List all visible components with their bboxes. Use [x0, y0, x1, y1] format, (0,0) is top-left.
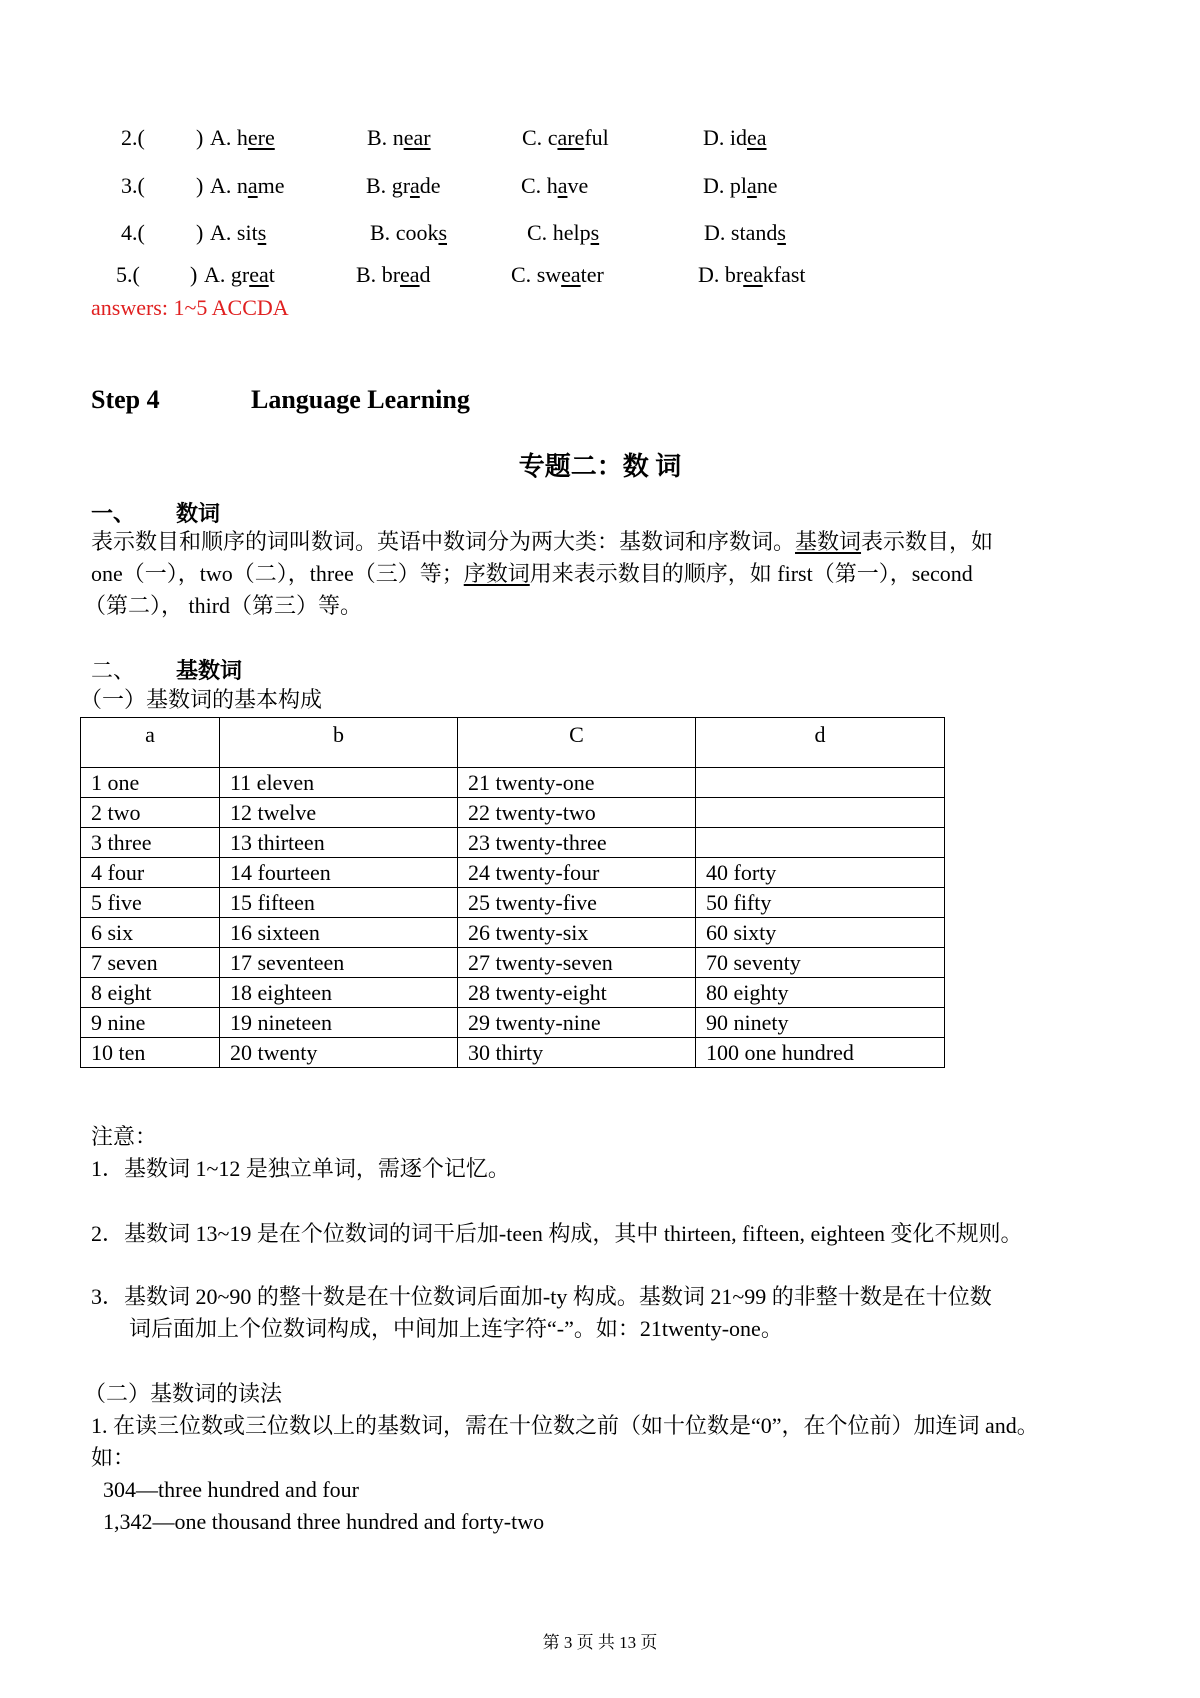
question-blank-close: ) [196, 220, 204, 245]
option-text: kfast [762, 262, 806, 287]
question-option [210, 125, 275, 151]
option-text: D. [703, 173, 730, 198]
question-blank-close: ) [190, 262, 198, 287]
option-text: cook [395, 220, 439, 245]
option-text: t [268, 262, 275, 287]
underlined-letters: ea [747, 125, 767, 150]
option-text: n [236, 173, 248, 198]
option-text: D. [703, 125, 730, 150]
option-text: n [392, 125, 404, 150]
option-text: h [236, 125, 248, 150]
question-option [366, 173, 441, 199]
table-header-cell: a [81, 718, 220, 768]
notes-title: 注意： [91, 1124, 158, 1149]
option-text: c [547, 125, 558, 150]
option-text: help [552, 220, 591, 245]
table-cell: 4 four [81, 858, 220, 888]
option-text: stand [730, 220, 778, 245]
table-cell: 8 eight [81, 978, 220, 1008]
table-cell: 3 three [81, 828, 220, 858]
table-cell: 80 eighty [696, 978, 945, 1008]
table-cell: 9 nine [81, 1008, 220, 1038]
table-cell: 90 ninety [696, 1008, 945, 1038]
reading-example-2: 1,342—one thousand three hundred and forty-two [103, 1509, 545, 1534]
table-header-cell: b [220, 718, 458, 768]
table-row [81, 828, 945, 858]
question-blank-close: ) [196, 125, 204, 150]
underlined-letters: s [590, 220, 600, 245]
table-row [81, 948, 945, 978]
option-text: me [257, 173, 285, 198]
table-cell: 10 ten [81, 1038, 220, 1068]
table-cell: 14 fourteen [220, 858, 458, 888]
option-text: B. [367, 125, 393, 150]
question-number: 4.( [121, 220, 145, 245]
underlined-letters: a [557, 173, 568, 198]
note-2: 2．基数词 13~19 是在个位数词的词干后加-teen 构成，其中 thirteen, fifteen, eighteen 变化不规则。 [91, 1221, 1023, 1246]
question-option [210, 173, 285, 199]
table-cell: 28 twenty-eight [458, 978, 696, 1008]
option-text: ne [756, 173, 778, 198]
option-text: A. [204, 262, 231, 287]
table-header-cell: C [458, 718, 696, 768]
option-text: ter [580, 262, 604, 287]
table-cell: 30 thirty [458, 1038, 696, 1068]
underlined-letters: ea [743, 262, 763, 287]
table-header-row [81, 718, 945, 768]
table-cell: 15 fifteen [220, 888, 458, 918]
table-cell: 24 twenty-four [458, 858, 696, 888]
question-option [511, 262, 604, 288]
question-option [703, 125, 767, 151]
table-cell: 21 twenty-one [458, 768, 696, 798]
table-row [81, 798, 945, 828]
section1-paragraph-line2: one（一），two（二），three（三）等；序数词用来表示数目的顺序，如 first（第一），second [91, 561, 973, 586]
question-option [356, 262, 431, 288]
cardinal-numbers-table [80, 717, 945, 1068]
page-footer: 第 3 页 共 13 页 [542, 1633, 658, 1652]
table-cell: 40 forty [696, 858, 945, 888]
table-row [81, 768, 945, 798]
reading-subheading: （二）基数词的读法 [84, 1381, 283, 1406]
question-option [521, 173, 588, 199]
table-row [81, 1008, 945, 1038]
table-cell: 13 thirteen [220, 828, 458, 858]
option-text: C. [511, 262, 537, 287]
table-cell: 22 twenty-two [458, 798, 696, 828]
option-text: sw [536, 262, 562, 287]
underlined-letters: ear [403, 125, 431, 150]
reading-example-1: 304—three hundred and four [103, 1477, 359, 1502]
question-blank-close: ) [196, 173, 204, 198]
table-cell: 2 two [81, 798, 220, 828]
underlined-letters: ea [400, 262, 420, 287]
option-text: A. [210, 125, 237, 150]
option-text: A. [210, 220, 237, 245]
question-option [367, 125, 431, 151]
question-number: 3.( [121, 173, 145, 198]
option-text: de [419, 173, 441, 198]
table-row [81, 858, 945, 888]
underlined-letters: ea [249, 262, 269, 287]
table-cell: 7 seven [81, 948, 220, 978]
option-text: gr [391, 173, 411, 198]
underlined-letters: ere [247, 125, 275, 150]
section2-title: 基数词 [176, 658, 243, 683]
option-text: B. [366, 173, 392, 198]
option-text: sit [236, 220, 258, 245]
table-cell: 5 five [81, 888, 220, 918]
question-option [210, 220, 266, 246]
table-cell: 26 twenty-six [458, 918, 696, 948]
step-label: Step 4 [91, 385, 160, 414]
option-text: gr [230, 262, 250, 287]
option-text: B. [370, 220, 396, 245]
section1-number: 一、 [91, 501, 136, 526]
table-cell: 6 six [81, 918, 220, 948]
table-cell: 25 twenty-five [458, 888, 696, 918]
table-cell: 60 sixty [696, 918, 945, 948]
note-1: 1．基数词 1~12 是独立单词，需逐个记忆。 [91, 1156, 510, 1181]
table-cell: 29 twenty-nine [458, 1008, 696, 1038]
section1-paragraph-line1: 表示数目和顺序的词叫数词。英语中数词分为两大类：基数词和序数词。基数词表示数目，如 [91, 529, 994, 554]
section1-paragraph-line3: （第二）， third（第三）等。 [84, 593, 363, 618]
option-text: C. [522, 125, 548, 150]
reading-rule-line1: 1. 在读三位数或三位数以上的基数词，需在十位数之前（如十位数是“0”，在个位前）加连词 and。 [91, 1413, 1039, 1438]
table-cell [696, 768, 945, 798]
question-number: 5.( [116, 262, 140, 287]
table-row [81, 918, 945, 948]
table-cell [696, 828, 945, 858]
term-cardinal: 基数词 [795, 529, 862, 554]
step-title: Language Learning [251, 385, 470, 414]
option-text: D. [704, 220, 731, 245]
table-cell [696, 798, 945, 828]
question-option [204, 262, 275, 288]
option-text: br [724, 262, 744, 287]
table-cell: 17 seventeen [220, 948, 458, 978]
table-row [81, 888, 945, 918]
option-text: h [546, 173, 558, 198]
question-option [522, 125, 609, 151]
option-text: C. [521, 173, 547, 198]
topic-title: 专题二：数 词 [518, 452, 682, 481]
table-cell: 20 twenty [220, 1038, 458, 1068]
underlined-letters: are [557, 125, 585, 150]
table-cell: 23 twenty-three [458, 828, 696, 858]
table-cell: 16 sixteen [220, 918, 458, 948]
question-option [527, 220, 599, 246]
option-text: id [729, 125, 748, 150]
reading-rule-line2: 如： [91, 1445, 136, 1470]
question-option [698, 262, 806, 288]
answers-line: answers: 1~5 ACCDA [91, 295, 289, 320]
option-text: pl [729, 173, 748, 198]
term-ordinal: 序数词 [463, 561, 530, 586]
option-text: D. [698, 262, 725, 287]
table-cell: 100 one hundred [696, 1038, 945, 1068]
underlined-letters: a [747, 173, 757, 198]
table-cell: 70 seventy [696, 948, 945, 978]
table-cell: 50 fifty [696, 888, 945, 918]
table-cell: 11 eleven [220, 768, 458, 798]
option-text: B. [356, 262, 382, 287]
underlined-letters: s [777, 220, 786, 245]
option-text: ve [567, 173, 589, 198]
note-3-line2: 词后面加上个位数词构成，中间加上连字符“-”。如：21twenty-one。 [129, 1316, 783, 1341]
question-option [703, 173, 778, 199]
option-text: C. [527, 220, 553, 245]
question-number: 2.( [121, 125, 145, 150]
table-cell: 1 one [81, 768, 220, 798]
section1-title: 数词 [176, 501, 221, 526]
option-text: ful [584, 125, 609, 150]
underlined-letters: a [247, 173, 258, 198]
underlined-letters: s [257, 220, 267, 245]
question-option [370, 220, 447, 246]
table-cell: 19 nineteen [220, 1008, 458, 1038]
note-3-line1: 3．基数词 20~90 的整十数是在十位数词后面加-ty 构成。基数词 21~99 的非整十数是在十位数 [91, 1284, 992, 1309]
section2-subheading: （一）基数词的基本构成 [80, 687, 323, 712]
underlined-letters: s [438, 220, 448, 245]
question-option [704, 220, 786, 246]
underlined-letters: ea [561, 262, 581, 287]
table-row [81, 978, 945, 1008]
table-row [81, 1038, 945, 1068]
table-cell: 18 eighteen [220, 978, 458, 1008]
underlined-letters: a [410, 173, 420, 198]
option-text: A. [210, 173, 237, 198]
table-header-cell: d [696, 718, 945, 768]
section2-number: 二、 [91, 658, 136, 683]
option-text: d [419, 262, 431, 287]
table-cell: 12 twelve [220, 798, 458, 828]
option-text: br [381, 262, 401, 287]
table-cell: 27 twenty-seven [458, 948, 696, 978]
